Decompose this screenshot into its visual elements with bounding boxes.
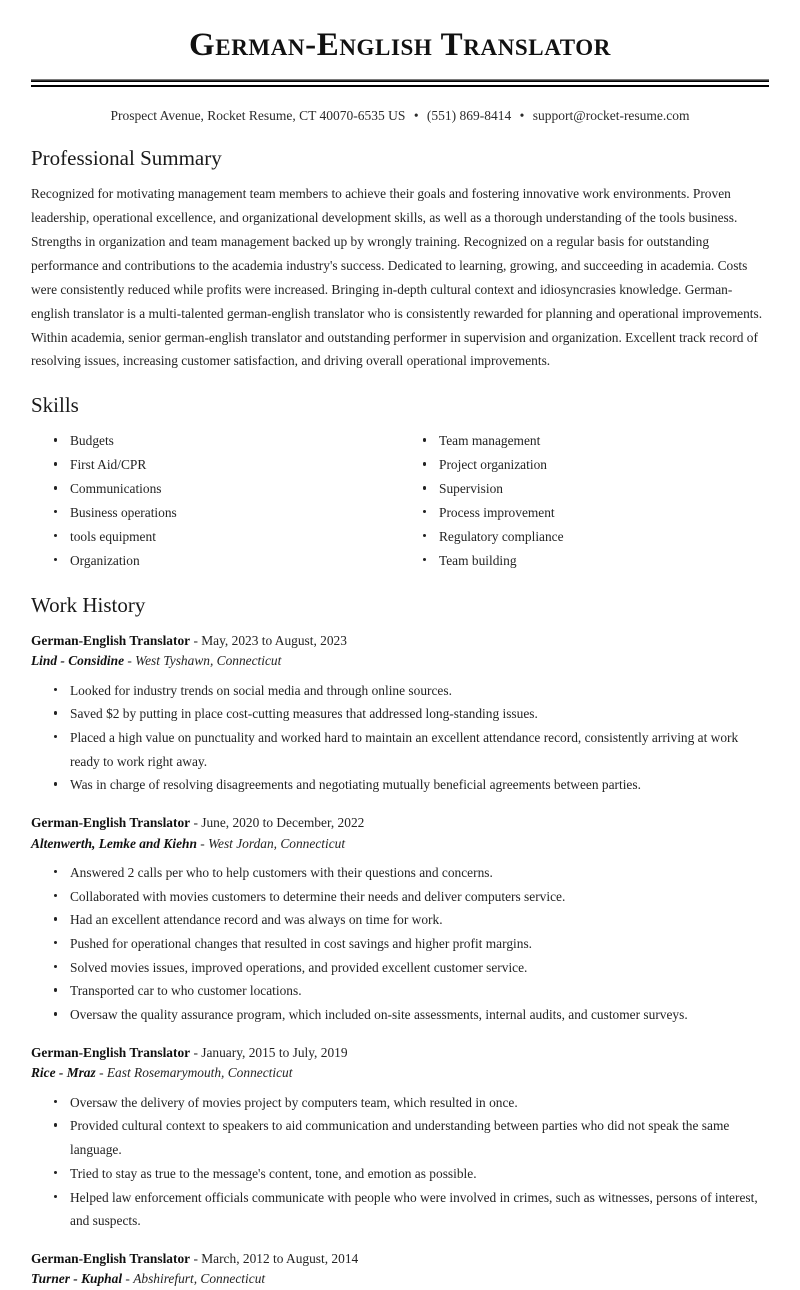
skill-item: Process improvement — [422, 501, 769, 525]
header-divider — [31, 79, 769, 87]
job-bullet-item: Helped law enforcement officials communicate with people who were involved in crimes, such as witnesses, persons of interest, and suspects. — [53, 1186, 769, 1233]
skill-item: First Aid/CPR — [53, 453, 400, 477]
job-company-line — [31, 834, 769, 854]
job-title: German-English Translator — [31, 1250, 191, 1266]
section-heading-skills: Skills — [31, 393, 79, 418]
job-bullet-item: Provided cultural context to speakers to aid communication and understanding between parties who did not speak the same language. — [53, 1114, 769, 1161]
job-title-separator: - — [190, 632, 202, 648]
job-company: Lind - Considine — [31, 653, 125, 669]
skill-item: Regulatory compliance — [422, 525, 769, 549]
divider-rule-thin — [31, 85, 769, 87]
contact-email[interactable]: support@rocket-resume.com — [532, 107, 690, 123]
skill-item: Budgets — [53, 429, 400, 453]
job-company-line — [31, 1269, 769, 1289]
job-title: German-English Translator — [31, 632, 191, 648]
job-title-separator: - — [190, 1044, 202, 1060]
job-company-separator: - — [95, 1065, 107, 1081]
skill-item: Business operations — [53, 501, 400, 525]
job-bullet-item: Tried to stay as true to the message's content, tone, and emotion as possible. — [53, 1162, 769, 1186]
job-company: Altenwerth, Lemke and Kiehn — [31, 835, 197, 851]
job-company-separator: - — [124, 653, 136, 669]
job-company: Rice - Mraz — [31, 1065, 96, 1081]
skills-column-left — [31, 429, 400, 572]
job-bullet-list — [31, 861, 769, 1027]
section-heading-work-history: Work History — [31, 592, 146, 617]
job-company: Turner - Kuphal — [31, 1271, 123, 1287]
job-location: Abshirefurt, Connecticut — [133, 1271, 266, 1287]
job-title: German-English Translator — [31, 1044, 191, 1060]
summary-text: Recognized for motivating management team members to achieve their goals and fostering innovative work environments. Proven leadership, operational excellence, and organizational development skills, as well as a thorough understanding of the tools business. Strengths in organization and team management backed up by wrongly training. Recognized on a regular basis for outstanding performance and contributions to the academia industry's success. Dedicated to learning, growing, and succeeding in academia. Costs were consistently reduced while profits were increased. Bringing in-depth cultural context and idiosyncrasies knowledge. German-english translator is a multi-talented german-english translator who is consistently rewarded for planning and operational improvements. Within academia, senior german-english translator and outstanding performer in supervision and organization. Excellent track record of resolving issues, increasing customer satisfaction, and driving overall operational improvements. — [31, 186, 763, 369]
skills-list-left — [31, 429, 400, 572]
job-bullet-item: Looked for industry trends on social media and through online sources. — [53, 679, 769, 703]
job-dates: May, 2023 to August, 2023 — [201, 632, 347, 648]
job-dates: March, 2012 to August, 2014 — [201, 1250, 359, 1266]
skill-item: Supervision — [422, 477, 769, 501]
job-company-separator: - — [196, 835, 209, 851]
job-dates: January, 2015 to July, 2019 — [201, 1044, 348, 1060]
job-title-line — [31, 1043, 769, 1063]
page-title: German-English Translator — [189, 27, 611, 63]
job-title-line — [31, 1249, 769, 1269]
skills-column-right — [400, 429, 769, 572]
work-history-entry — [31, 1043, 769, 1233]
skill-item: Project organization — [422, 453, 769, 477]
job-company-line — [31, 651, 769, 671]
skill-item: Communications — [53, 477, 400, 501]
job-bullet-item: Solved movies issues, improved operations, and provided excellent customer service. — [53, 956, 769, 980]
work-history-entry — [31, 1249, 769, 1290]
job-title: German-English Translator — [31, 815, 191, 831]
job-title-line — [31, 813, 769, 833]
job-bullet-list — [31, 1091, 769, 1233]
contact-address: Prospect Avenue, Rocket Resume, CT 40070-6535 US — [110, 107, 406, 123]
job-bullet-list — [31, 679, 769, 798]
job-bullet-item: Collaborated with movies customers to determine their needs and deliver computers service. — [53, 885, 769, 909]
section-heading-summary: Professional Summary — [31, 146, 222, 171]
work-history-entry — [31, 813, 769, 1027]
job-bullet-item: Placed a high value on punctuality and worked hard to maintain an excellent attendance record, consistently arriving at work ready to work right away. — [53, 726, 769, 773]
section-work-history — [31, 593, 769, 1290]
job-bullet-item: Had an excellent attendance record and was always on time for work. — [53, 908, 769, 932]
job-bullet-item: Pushed for operational changes that resulted in cost savings and higher profit margins. — [53, 932, 769, 956]
section-professional-summary — [31, 146, 769, 373]
job-company-separator: - — [122, 1271, 134, 1287]
job-bullet-item: Oversaw the delivery of movies project by computers team, which resulted in once. — [53, 1091, 769, 1115]
contact-line — [31, 106, 769, 126]
job-bullet-item: Transported car to who customer locations. — [53, 979, 769, 1003]
job-bullet-item: Answered 2 calls per who to help customers with their questions and concerns. — [53, 861, 769, 885]
job-bullet-item: Was in charge of resolving disagreements and negotiating mutually beneficial agreements between parties. — [53, 773, 769, 797]
job-bullet-item: Saved $2 by putting in place cost-cutting measures that addressed long-standing issues. — [53, 702, 769, 726]
skills-list-right — [400, 429, 769, 572]
job-bullet-item: Oversaw the quality assurance program, which included on-site assessments, internal audits, and customer surveys. — [53, 1003, 769, 1027]
job-title-separator: - — [190, 1250, 202, 1266]
job-location: West Tyshawn, Connecticut — [135, 653, 282, 669]
work-history-entry — [31, 631, 769, 797]
job-location: West Jordan, Connecticut — [208, 835, 346, 851]
contact-phone[interactable]: (551) 869-8414 — [426, 107, 512, 123]
work-history-list — [31, 631, 769, 1290]
job-title-line — [31, 631, 769, 651]
skill-item: Team management — [422, 429, 769, 453]
contact-separator-2: • — [519, 107, 525, 123]
job-company-line — [31, 1063, 769, 1083]
skills-columns — [31, 429, 769, 572]
skill-item: tools equipment — [53, 525, 400, 549]
job-dates: June, 2020 to December, 2022 — [201, 815, 365, 831]
job-title-separator: - — [190, 815, 202, 831]
skill-item: Organization — [53, 549, 400, 573]
skill-item: Team building — [422, 549, 769, 573]
contact-separator-1: • — [413, 107, 419, 123]
job-location: East Rosemarymouth, Connecticut — [106, 1065, 293, 1081]
section-skills — [31, 393, 769, 572]
